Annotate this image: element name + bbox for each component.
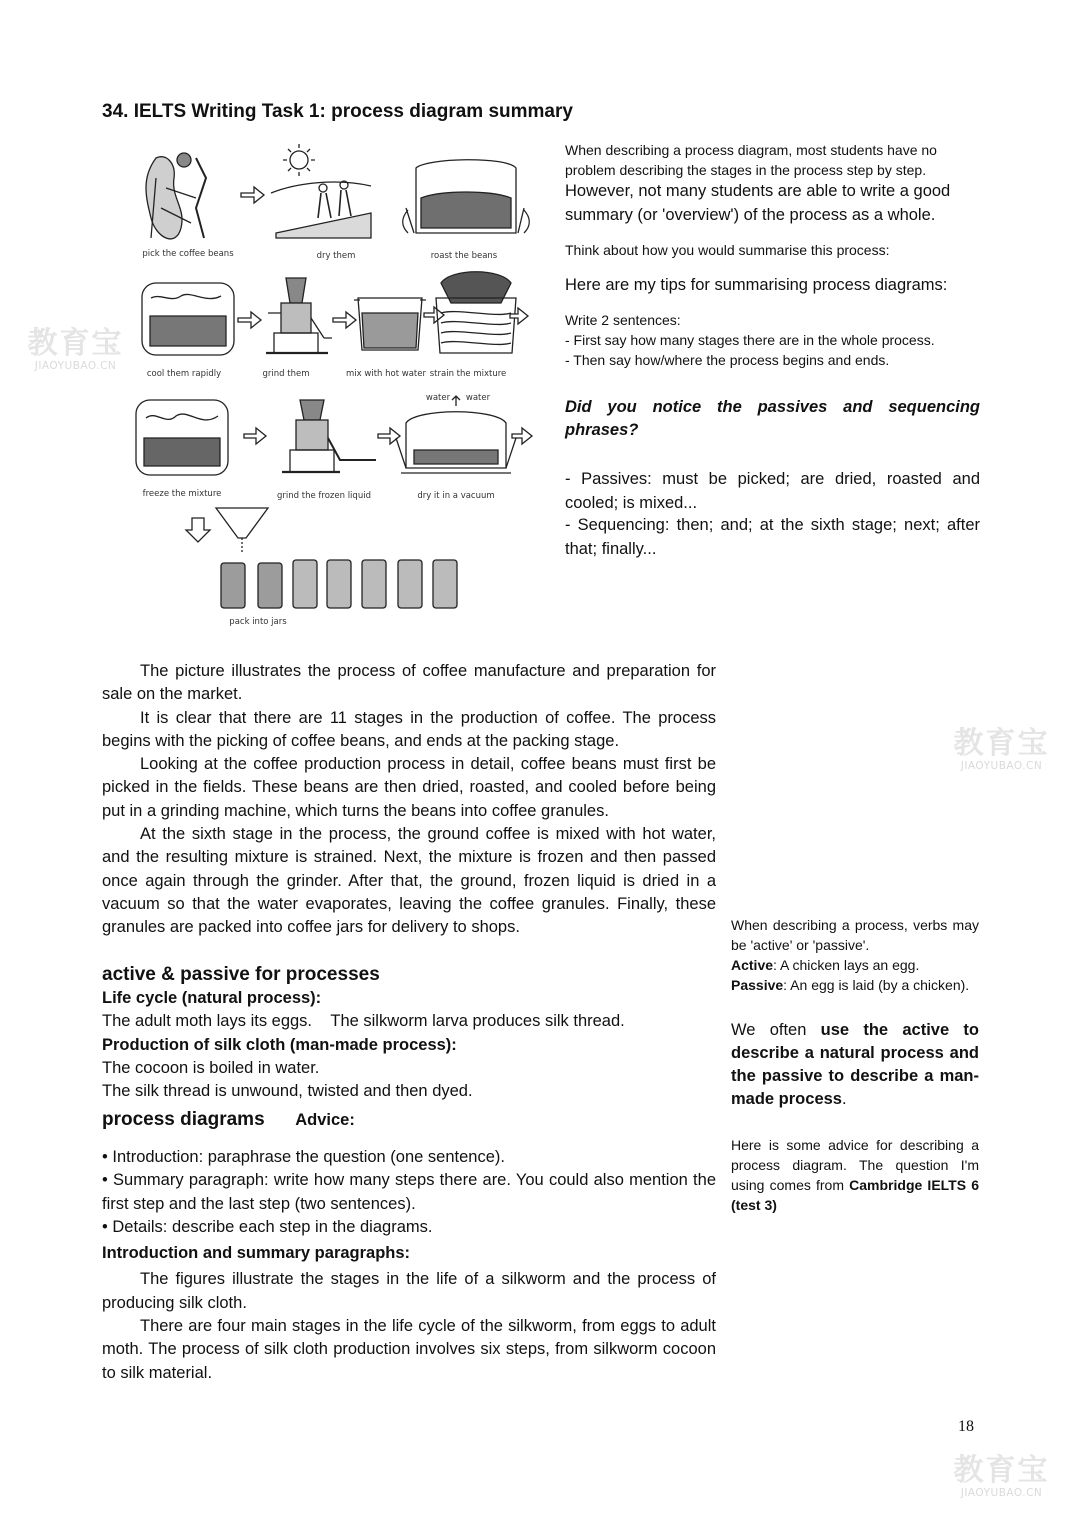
silk-paragraph-2: There are four main stages in the life cycle of the silkworm, from eggs to adult moth. The process of silk cloth production involves six steps, from silkworm cocoon to silk material. xyxy=(102,1317,716,1382)
intro-paragraph-4: Here are my tips for summarising process diagrams: xyxy=(565,276,948,294)
active-passive-section xyxy=(102,962,716,1103)
label-water-left: water xyxy=(425,393,451,403)
essay-paragraph-1: The picture illustrates the process of coffee manufacture and preparation for sale on the market. xyxy=(102,662,716,704)
watermark-url: JIAOYUBAO.CN xyxy=(960,1487,1043,1499)
production-example-1: The cocoon is boiled in water. xyxy=(102,1058,320,1077)
hopper-illustration xyxy=(216,508,268,553)
process-diagrams-header xyxy=(102,1106,716,1134)
essay xyxy=(102,660,716,940)
production-heading: Production of silk cloth (man-made process): xyxy=(102,1035,457,1054)
watermark-url: JIAOYUBAO.CN xyxy=(34,360,117,372)
label-pack: pack into jars xyxy=(229,617,287,627)
freezer-illustration xyxy=(136,400,228,475)
tip-1: - First say how many stages there are in the whole process. xyxy=(565,332,935,348)
strainer-illustration xyxy=(436,272,516,353)
life-cycle-heading: Life cycle (natural process): xyxy=(102,989,322,1007)
arrow-4 xyxy=(424,307,444,323)
life-cycle-example-2: The silkworm larva produces silk thread. xyxy=(330,1012,625,1031)
question-line-1: Did you notice the passives and sequencing xyxy=(565,398,980,416)
often-text-1: We often xyxy=(731,1021,821,1039)
diagram-svg xyxy=(96,138,536,638)
often-bold: use the active to describe a natural process and the passive to describe a man-made process xyxy=(731,1021,979,1108)
arrow-5 xyxy=(510,308,528,324)
side-advice-note xyxy=(731,1135,979,1215)
advice-label: Advice: xyxy=(295,1111,355,1129)
sequencing-note: - Sequencing: then; and; at the sixth stage; next; after that; finally... xyxy=(565,516,980,558)
watermark-logo xyxy=(944,728,1059,772)
label-cool: cool them rapidly xyxy=(146,369,222,379)
essay-paragraph-2: It is clear that there are 11 stages in the production of coffee. The process begins with the picking of coffee beans, and ends at the packing stage. xyxy=(102,708,716,750)
advice-bullet-1: • Introduction: paraphrase the question (one sentence). xyxy=(102,1148,505,1166)
coffee-jars-illustration xyxy=(221,560,457,608)
label-freeze: freeze the mixture xyxy=(142,489,222,499)
side-passive-example xyxy=(731,975,979,995)
label-strain: strain the mixture xyxy=(429,369,507,379)
process-diagrams-heading: process diagrams xyxy=(102,1109,265,1130)
side-verbs-note: When describing a process, verbs may be 'active' or 'passive'. xyxy=(731,917,979,953)
arrow-down xyxy=(186,518,210,542)
advice-bullet-2: • Summary paragraph: write how many steps there are. You could also mention the first step and the last step (two sentences). xyxy=(102,1171,716,1213)
passive-label: Passive xyxy=(731,977,784,993)
advice-source: Cambridge IELTS 6 (test 3) xyxy=(731,1177,979,1213)
arrow-2 xyxy=(238,312,261,328)
coffee-process-diagram xyxy=(96,138,536,638)
roaster-illustration xyxy=(403,160,530,233)
life-cycle-example xyxy=(102,1010,716,1033)
tip-2: - Then say how/where the process begins and ends. xyxy=(565,352,890,368)
grinder-2-illustration xyxy=(282,400,376,472)
page-number: 18 xyxy=(958,1418,974,1435)
intro-summary-heading: Introduction and summary paragraphs: xyxy=(102,1244,411,1263)
intro-paragraph-3: Think about how you would summarise this process: xyxy=(565,242,890,258)
active-label: Active xyxy=(731,957,774,973)
label-grind-frozen: grind the frozen liquid xyxy=(277,491,371,501)
label-roast: roast the beans xyxy=(430,251,498,261)
passive-text: : An egg is laid (by a chicken). xyxy=(783,977,970,993)
active-passive-heading: active & passive for processes xyxy=(102,964,380,985)
label-grind: grind them xyxy=(262,369,310,379)
watermark-logo xyxy=(944,1455,1059,1499)
side-active-example xyxy=(731,955,979,975)
label-dry: dry them xyxy=(316,251,356,261)
tips-heading: Write 2 sentences: xyxy=(565,312,681,328)
page-title: 34. IELTS Writing Task 1: process diagram summary xyxy=(102,101,573,122)
life-cycle-example-1: The adult moth lays its eggs. xyxy=(102,1012,313,1031)
label-vacuum: dry it in a vacuum xyxy=(417,491,495,501)
production-example-2: The silk thread is unwound, twisted and then dyed. xyxy=(102,1082,473,1101)
arrow-3 xyxy=(333,312,356,328)
process-diagrams-section xyxy=(102,1106,716,1385)
advice-bullet-3: • Details: describe each step in the diagrams. xyxy=(102,1217,433,1236)
sun-drying-illustration xyxy=(271,144,371,238)
label-water-right: water xyxy=(465,393,491,403)
watermark-text: 教育宝 xyxy=(953,1453,1050,1488)
often-text-2: . xyxy=(841,1090,847,1108)
intro-paragraph-2: However, not many students are able to write a good summary (or 'overview') of the process as a whole. xyxy=(565,182,951,224)
arrow-1 xyxy=(241,187,264,203)
coffee-picker-illustration xyxy=(146,153,206,239)
watermark-text: 教育宝 xyxy=(27,326,124,361)
advice-text: Here is some advice for describing a process diagram. The question I'm using comes from xyxy=(731,1137,979,1193)
cooling-tank-illustration xyxy=(142,283,234,355)
passives-note: - Passives: must be picked; are dried, roasted and cooled; is mixed... xyxy=(565,470,980,512)
question-line-2: phrases? xyxy=(565,421,639,439)
watermark-text: 教育宝 xyxy=(953,726,1050,761)
vacuum-dryer-illustration xyxy=(396,396,516,473)
side-often-note xyxy=(731,1019,979,1111)
grinder-illustration xyxy=(266,278,332,353)
mixing-pot-illustration xyxy=(354,298,426,350)
silk-paragraph-1: The figures illustrate the stages in the life of a silkworm and the process of producing silk cloth. xyxy=(102,1270,716,1312)
arrow-6 xyxy=(244,428,266,444)
watermark-logo xyxy=(18,328,133,372)
watermark-url: JIAOYUBAO.CN xyxy=(960,760,1043,772)
label-mix: mix with hot water xyxy=(346,369,426,379)
active-text: : A chicken lays an egg. xyxy=(773,957,920,973)
essay-paragraph-3: Looking at the coffee production process in detail, coffee beans must first be picked in the fields. These beans are then dried, roasted, and cooled before being put in a grinding machine, which turns the beans into coffee granules. xyxy=(102,755,716,820)
essay-paragraph-4: At the sixth stage in the process, the ground coffee is mixed with hot water, and the resulting mixture is strained. Next, the mixture is frozen and then passed once again through the grinder. After that, the ground, frozen liquid is dried in a vacuum so that the water evaporates, leaving the coffee granules. Finally, these granules are packed into coffee jars for delivery to shops. xyxy=(102,825,716,937)
label-pick: pick the coffee beans xyxy=(142,249,234,259)
intro-paragraph-1: When describing a process diagram, most students have no problem describing the stages in the process step by step. xyxy=(565,142,937,178)
